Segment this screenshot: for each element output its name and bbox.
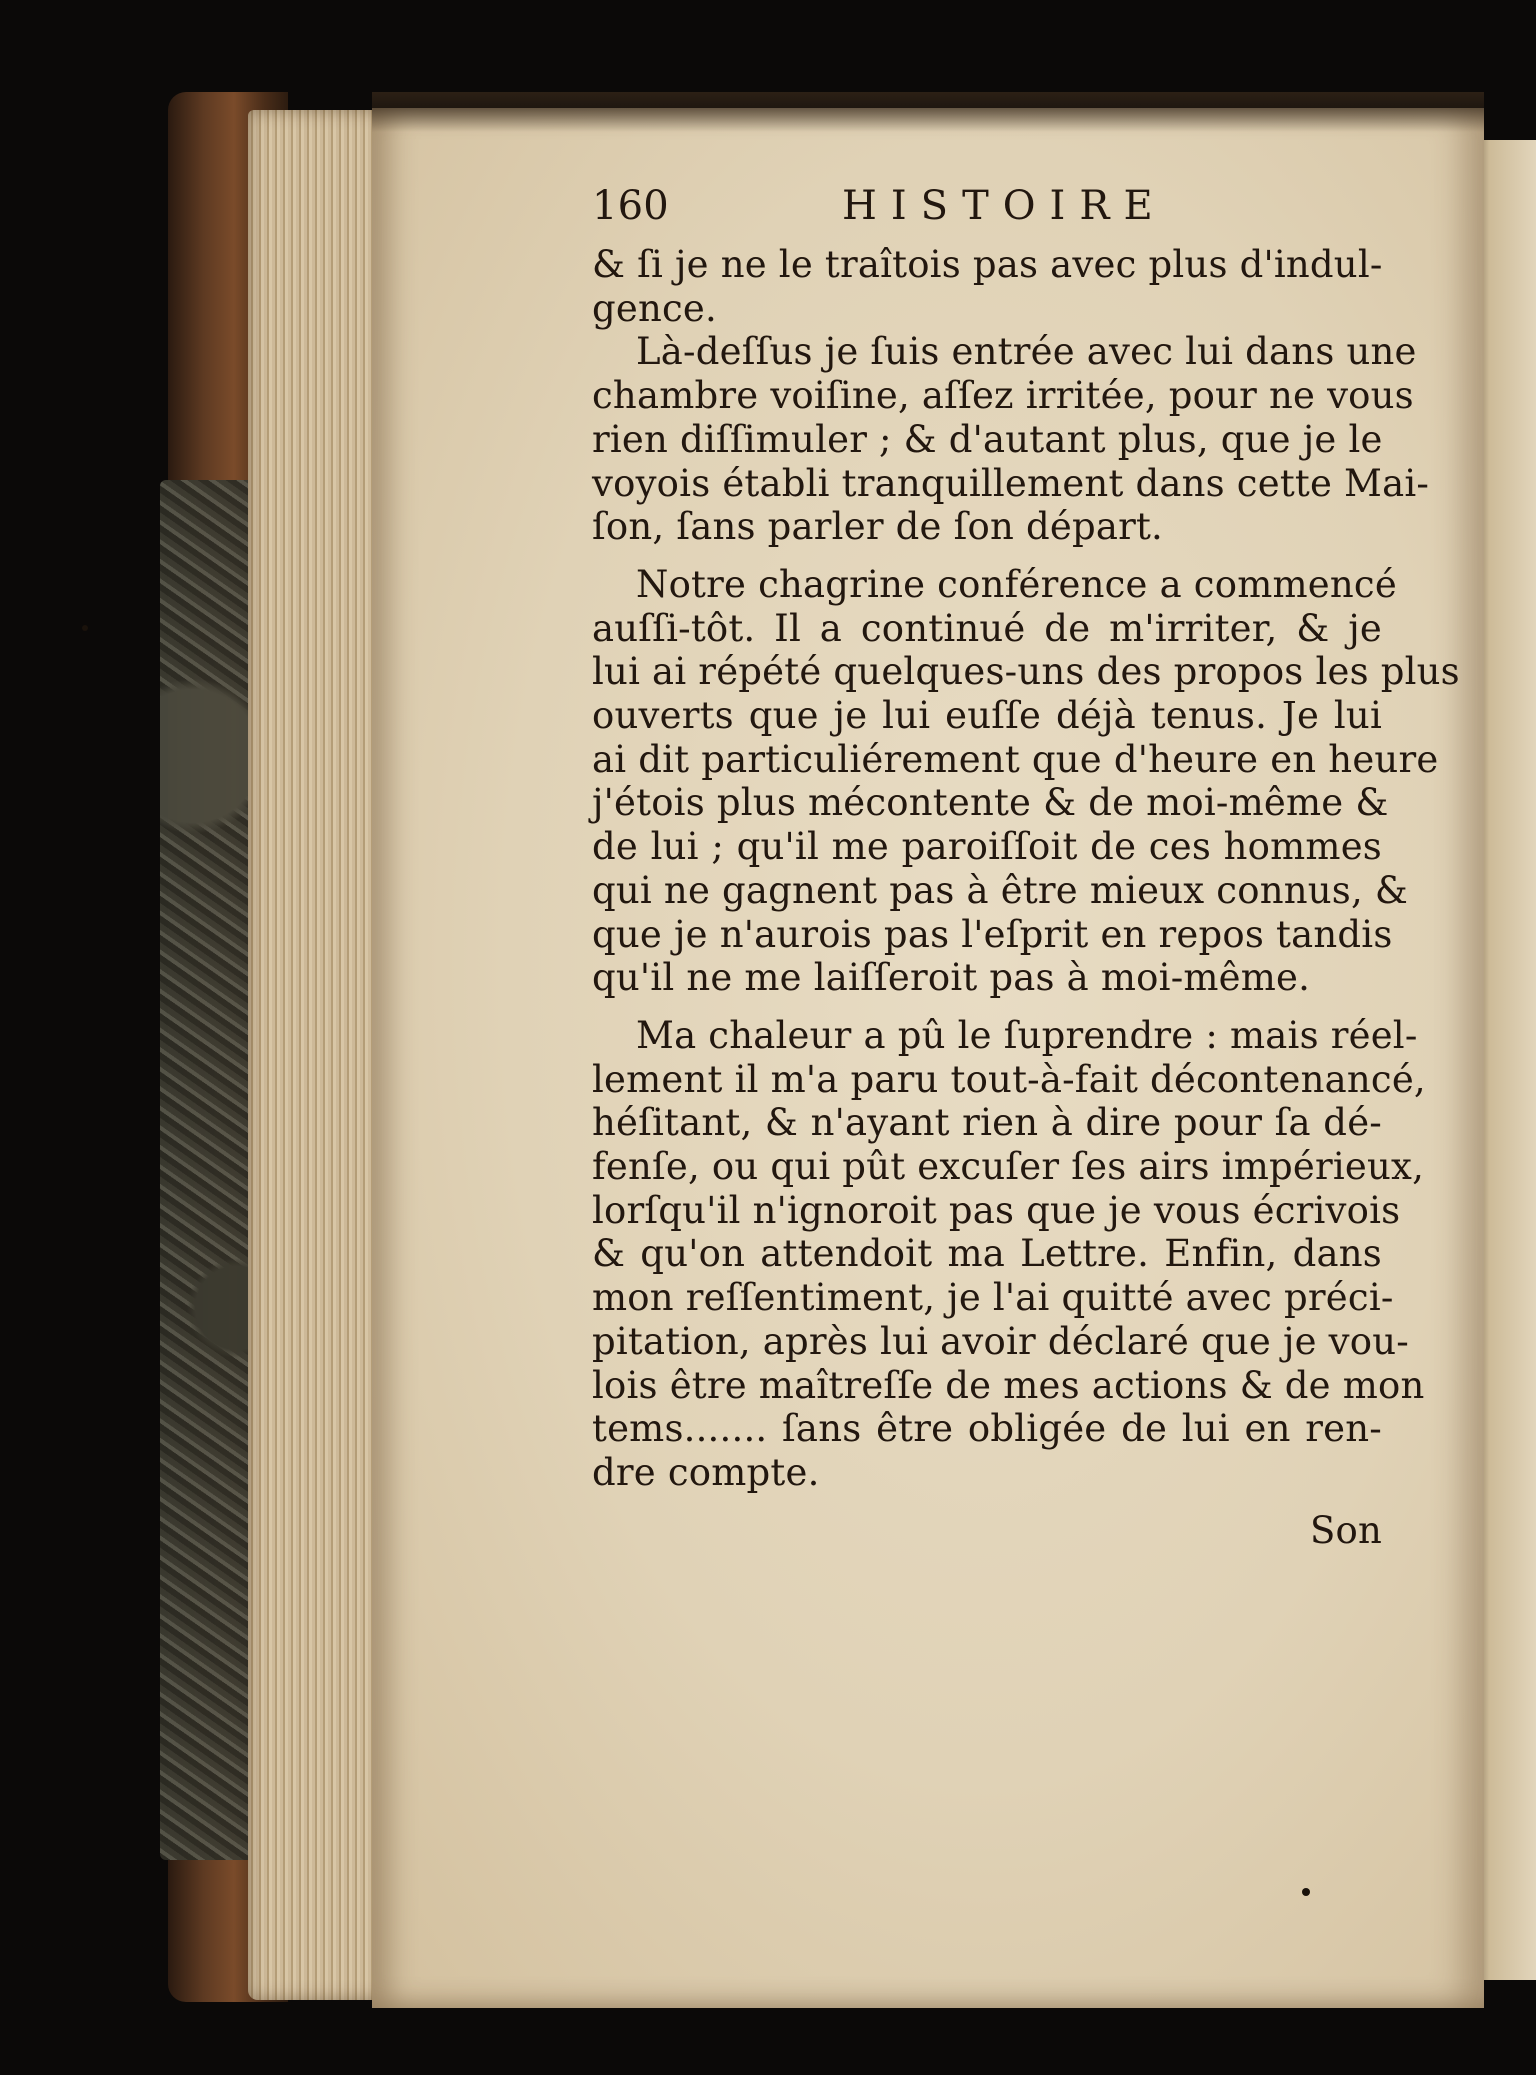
paragraph [592, 243, 1382, 330]
body-text [592, 243, 1460, 1495]
running-title: HISTOIRE [842, 183, 1167, 229]
paragraph [592, 1013, 1426, 1495]
text-line: lui ai répété quelques-uns des propos les plus [592, 650, 1460, 694]
text-line: gence. [592, 286, 717, 330]
dust-speck [82, 625, 88, 631]
text-line: lement il m'a paru tout-à-fait décontenancé, [592, 1057, 1426, 1101]
dust-speck [1302, 1888, 1310, 1896]
text-line: de lui ; qu'il me paroiſſoit de ces hommes [592, 825, 1382, 869]
text-line: tems....... ſans être obligée de lui en ren- [592, 1407, 1382, 1451]
paragraph-gap [592, 549, 1382, 563]
text-line: & ſi je ne le traîtois pas avec plus d'indul- [592, 243, 1383, 286]
text-line: ai dit particuliérement que d'heure en heure [592, 737, 1439, 781]
text-line: ſon, ſans parler de ſon départ. [592, 505, 1164, 549]
text-line: dre compte. [592, 1450, 820, 1494]
paragraph [592, 330, 1430, 549]
text-line: que je n'aurois pas l'eſprit en repos tandis [592, 912, 1393, 956]
page-top-shadow [372, 92, 1484, 132]
text-line: ouverts que je lui euſſe déjà tenus. Je lui [592, 694, 1382, 738]
text-line: Ma chaleur a pû le ſuprendre : mais réel- [636, 1013, 1418, 1057]
text-line: mon reſſentiment, je l'ai quitté avec préci- [592, 1276, 1394, 1320]
text-line: Là-deſſus je ſuis entrée avec lui dans une [636, 330, 1417, 374]
text-line: & qu'on attendoit ma Lettre. Enfin, dans [592, 1232, 1382, 1276]
catchword-line [592, 1509, 1382, 1553]
text-line: lorſqu'il n'ignoroit pas que je vous écrivois [592, 1188, 1401, 1232]
text-line: auſſi-tôt. Il a continué de m'irriter, & je [592, 606, 1382, 650]
text-line: j'étois plus mécontente & de moi-même & [592, 781, 1389, 825]
text-line: pitation, après lui avoir déclaré que je vou- [592, 1319, 1409, 1363]
page-text-block [592, 183, 1460, 1552]
text-line: héſitant, & n'ayant rien à dire pour ſa dé- [592, 1101, 1382, 1145]
text-line: Notre chagrine conférence a commencé [636, 562, 1397, 606]
text-line: lois être maîtreſſe de mes actions & de mon [592, 1363, 1425, 1407]
text-line: rien diſſimuler ; & d'autant plus, que je le [592, 417, 1383, 461]
text-line: qu'il ne me laiſſeroit pas à moi-même. [592, 956, 1311, 1000]
paragraph-gap [592, 1000, 1382, 1014]
catchword: Son [1309, 1508, 1382, 1552]
running-head [592, 185, 1382, 235]
paragraph [592, 562, 1460, 1000]
text-line: qui ne gagnent pas à être mieux connus, & [592, 868, 1409, 912]
text-line: chambre voiſine, aſſez irritée, pour ne vous [592, 374, 1414, 418]
page-number: 160 [592, 183, 669, 229]
text-line: fenſe, ou qui pût excuſer ſes airs impérieux, [592, 1145, 1425, 1189]
text-line: voyois établi tranquillement dans cette Mai- [592, 461, 1430, 505]
